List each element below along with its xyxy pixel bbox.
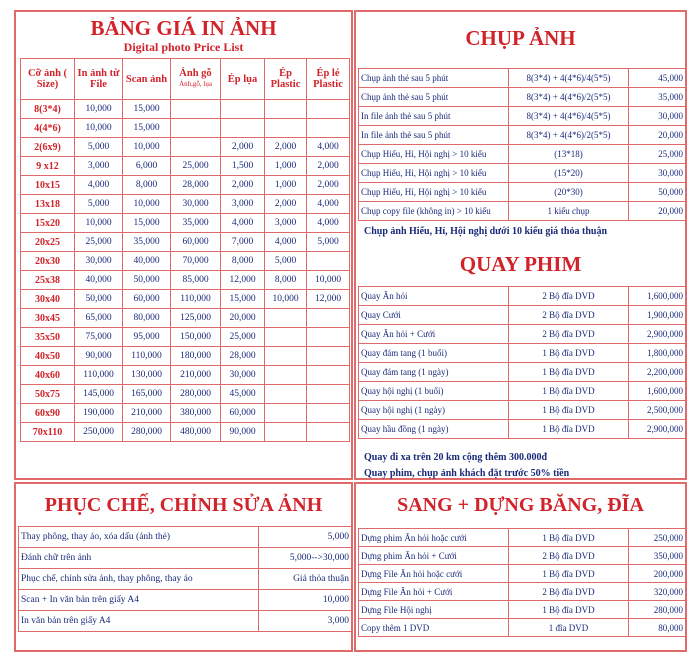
price-cell: 1,000 (265, 176, 307, 195)
dub-price: 320,000 (629, 583, 686, 601)
size-cell: 20x25 (21, 233, 75, 252)
price-cell: 480,000 (171, 423, 221, 442)
price-cell (265, 328, 307, 347)
price-cell (307, 347, 350, 366)
photo-service: Chụp ảnh thẻ sau 5 phút (359, 88, 509, 107)
dub-package: 1 Bộ đĩa DVD (509, 565, 629, 583)
photo-service: In file ảnh thẻ sau 5 phút (359, 126, 509, 145)
price-cell: 280,000 (123, 423, 171, 442)
price-cell: 90,000 (75, 347, 123, 366)
size-cell: 50x75 (21, 385, 75, 404)
dub-package: 1 Bộ đĩa DVD (509, 529, 629, 547)
photo-service: Chụp ảnh thẻ sau 5 phút (359, 69, 509, 88)
price-cell: 45,000 (221, 385, 265, 404)
price-cell: 5,000 (75, 138, 123, 157)
price-list-header-row (21, 59, 350, 100)
restore-price: 5,000-->30,000 (259, 548, 352, 569)
video-price: 2,900,000 (629, 325, 686, 344)
photo-package: (13*18) (509, 145, 629, 164)
price-cell: 20,000 (221, 309, 265, 328)
price-cell (307, 100, 350, 119)
price-cell: 5,000 (307, 233, 350, 252)
price-cell: 25,000 (171, 157, 221, 176)
price-cell: 6,000 (123, 157, 171, 176)
video-package: 1 Bộ đĩa DVD (509, 363, 629, 382)
price-cell (307, 366, 350, 385)
price-cell (265, 347, 307, 366)
video-row (359, 363, 686, 382)
price-cell (265, 366, 307, 385)
size-cell: 9 x12 (21, 157, 75, 176)
video-package: 1 Bộ đĩa DVD (509, 401, 629, 420)
video-title: QUAY PHIM (459, 252, 582, 276)
price-cell: 380,000 (171, 404, 221, 423)
price-list-row (21, 157, 350, 176)
video-service: Quay Ăn hỏi (359, 287, 509, 306)
price-cell (265, 100, 307, 119)
price-cell: 25,000 (221, 328, 265, 347)
price-cell (171, 100, 221, 119)
price-cell: 2,000 (221, 138, 265, 157)
price-cell: 30,000 (221, 366, 265, 385)
price-cell: 8,000 (123, 176, 171, 195)
header-label: Ép lụa (227, 73, 258, 85)
video-note-distance: Quay đi xa trên 20 km cộng thêm 300.000đ (364, 452, 548, 463)
price-cell (307, 423, 350, 442)
dub-row (359, 547, 686, 565)
price-cell: 2,000 (265, 138, 307, 157)
price-cell: 4,000 (307, 138, 350, 157)
price-cell: 15,000 (123, 214, 171, 233)
price-cell: 12,000 (307, 290, 350, 309)
price-cell: 110,000 (75, 366, 123, 385)
price-cell (171, 119, 221, 138)
price-cell: 10,000 (307, 271, 350, 290)
dub-row (359, 601, 686, 619)
photo-row (359, 88, 686, 107)
video-service: Quay hầu đồng (1 ngày) (359, 420, 509, 439)
dub-title: SANG + DỰNG BĂNG, ĐĨA (397, 494, 644, 516)
photo-price: 25,000 (629, 145, 686, 164)
header-label: Cỡ ảnh ( Size) (27, 68, 68, 90)
photo-service: Chụp Hiếu, Hỉ, Hội nghị > 10 kiểu (359, 145, 509, 164)
size-cell: 10x15 (21, 176, 75, 195)
restore-price: 10,000 (259, 590, 352, 611)
price-list-row (21, 309, 350, 328)
price-cell: 4,000 (75, 176, 123, 195)
price-cell (265, 404, 307, 423)
price-list-row (21, 385, 350, 404)
size-cell: 40x50 (21, 347, 75, 366)
price-cell: 25,000 (75, 233, 123, 252)
video-row (359, 306, 686, 325)
size-cell: 35x50 (21, 328, 75, 347)
price-cell: 10,000 (123, 195, 171, 214)
video-row (359, 325, 686, 344)
video-service: Quay hội nghị (1 ngày) (359, 401, 509, 420)
photo-price: 30,000 (629, 107, 686, 126)
header-label: In ảnh từ File (77, 68, 120, 90)
price-cell (265, 309, 307, 328)
price-list-header-cell (21, 59, 75, 100)
restore-row (19, 548, 352, 569)
restore-row (19, 611, 352, 632)
price-cell: 5,000 (75, 195, 123, 214)
photo-package: 8(3*4) + 4(4*6)/4(5*5) (509, 69, 629, 88)
price-cell (307, 119, 350, 138)
price-cell: 145,000 (75, 385, 123, 404)
dub-service: Dựng phim Ăn hỏi + Cưới (359, 547, 509, 565)
dub-panel (354, 482, 687, 652)
price-cell: 80,000 (123, 309, 171, 328)
price-cell: 1,000 (265, 157, 307, 176)
photo-row (359, 202, 686, 221)
price-cell: 5,000 (265, 252, 307, 271)
price-cell: 70,000 (171, 252, 221, 271)
price-cell: 50,000 (75, 290, 123, 309)
restore-row (19, 527, 352, 548)
photo-row (359, 107, 686, 126)
video-price: 1,600,000 (629, 287, 686, 306)
size-cell: 30x40 (21, 290, 75, 309)
price-cell: 190,000 (75, 404, 123, 423)
price-list-row (21, 252, 350, 271)
photo-note: Chụp ảnh Hiếu, Hỉ, Hội nghị dưới 10 kiểu giá thỏa thuận (364, 226, 608, 237)
price-cell: 4,000 (307, 214, 350, 233)
header-label: Scan ảnh (125, 73, 168, 85)
price-cell: 28,000 (171, 176, 221, 195)
price-cell: 15,000 (221, 290, 265, 309)
price-cell: 15,000 (123, 100, 171, 119)
price-cell (307, 328, 350, 347)
restore-panel (14, 482, 353, 652)
video-price: 2,200,000 (629, 363, 686, 382)
photo-package: 1 kiểu chụp (509, 202, 629, 221)
price-cell: 2,000 (265, 195, 307, 214)
restore-service: Phục chế, chỉnh sửa ảnh, thay phông, thay áo (19, 569, 259, 590)
price-list-header-cell (171, 59, 221, 100)
dub-package: 1 Bộ đĩa DVD (509, 601, 629, 619)
photo-video-panel (354, 10, 687, 480)
price-cell: 12,000 (221, 271, 265, 290)
price-cell: 1,500 (221, 157, 265, 176)
restore-row (19, 569, 352, 590)
price-list-row (21, 138, 350, 157)
price-cell (265, 385, 307, 404)
price-cell: 95,000 (123, 328, 171, 347)
video-package: 1 Bộ đĩa DVD (509, 420, 629, 439)
dub-table (358, 528, 686, 637)
price-cell: 60,000 (171, 233, 221, 252)
photo-price: 50,000 (629, 183, 686, 202)
size-cell: 15x20 (21, 214, 75, 233)
price-cell: 165,000 (123, 385, 171, 404)
photo-service: Chụp Hiếu, Hỉ, Hội nghị > 10 kiểu (359, 164, 509, 183)
dub-row (359, 583, 686, 601)
price-list-header-cell (221, 59, 265, 100)
video-service: Quay Ăn hỏi + Cưới (359, 325, 509, 344)
photo-row (359, 145, 686, 164)
price-cell: 150,000 (171, 328, 221, 347)
price-cell: 15,000 (123, 119, 171, 138)
size-cell: 4(4*6) (21, 119, 75, 138)
restore-service: Thay phông, thay áo, xóa dấu (ảnh thẻ) (19, 527, 259, 548)
photo-table (358, 68, 686, 221)
video-service: Quay Cưới (359, 306, 509, 325)
price-cell: 35,000 (171, 214, 221, 233)
restore-row (19, 590, 352, 611)
photo-service: Chụp Hiếu, Hỉ, Hội nghị > 10 kiểu (359, 183, 509, 202)
price-cell: 250,000 (75, 423, 123, 442)
size-cell: 8(3*4) (21, 100, 75, 119)
video-service: Quay hội nghị (1 buổi) (359, 382, 509, 401)
price-cell: 10,000 (75, 214, 123, 233)
photo-package: 8(3*4) + 4(4*6)/2(5*5) (509, 88, 629, 107)
video-package: 1 Bộ đĩa DVD (509, 382, 629, 401)
price-cell: 3,000 (265, 214, 307, 233)
price-cell: 2,000 (307, 176, 350, 195)
header-label: Ảnh gỗ (179, 68, 212, 79)
price-cell: 85,000 (171, 271, 221, 290)
dub-service: Dựng File Ăn hỏi + Cưới (359, 583, 509, 601)
photo-package: (15*20) (509, 164, 629, 183)
price-cell: 60,000 (221, 404, 265, 423)
price-cell: 8,000 (265, 271, 307, 290)
dub-service: Copy thêm 1 DVD (359, 619, 509, 637)
photo-price: 20,000 (629, 126, 686, 145)
price-cell: 10,000 (123, 138, 171, 157)
dub-price: 200,000 (629, 565, 686, 583)
restore-service: Scan + In văn bản trên giấy A4 (19, 590, 259, 611)
price-cell: 30,000 (171, 195, 221, 214)
price-cell: 2,000 (221, 176, 265, 195)
video-row (359, 287, 686, 306)
photo-price: 30,000 (629, 164, 686, 183)
price-cell: 2,000 (307, 157, 350, 176)
price-cell: 110,000 (123, 347, 171, 366)
dub-row (359, 529, 686, 547)
price-cell: 40,000 (123, 252, 171, 271)
price-list-header-cell (75, 59, 123, 100)
price-cell: 30,000 (75, 252, 123, 271)
video-price: 1,900,000 (629, 306, 686, 325)
price-cell: 130,000 (123, 366, 171, 385)
price-cell: 10,000 (75, 119, 123, 138)
price-cell (221, 119, 265, 138)
price-list-row (21, 347, 350, 366)
price-list-row (21, 290, 350, 309)
restore-price: 3,000 (259, 611, 352, 632)
price-cell: 50,000 (123, 271, 171, 290)
video-price: 2,500,000 (629, 401, 686, 420)
video-table (358, 286, 686, 439)
price-list-row (21, 271, 350, 290)
price-cell (265, 119, 307, 138)
photo-package: 8(3*4) + 4(4*6)/2(5*5) (509, 126, 629, 145)
dub-package: 1 đĩa DVD (509, 619, 629, 637)
price-cell: 90,000 (221, 423, 265, 442)
price-cell: 65,000 (75, 309, 123, 328)
video-row (359, 420, 686, 439)
restore-price: 5,000 (259, 527, 352, 548)
dub-price: 350,000 (629, 547, 686, 565)
video-package: 1 Bộ đĩa DVD (509, 344, 629, 363)
restore-table (18, 526, 352, 632)
photo-row (359, 69, 686, 88)
price-cell: 60,000 (123, 290, 171, 309)
price-cell (265, 423, 307, 442)
photo-service: In file ảnh thẻ sau 5 phút (359, 107, 509, 126)
price-cell: 3,000 (75, 157, 123, 176)
price-cell: 4,000 (307, 195, 350, 214)
price-cell: 40,000 (75, 271, 123, 290)
video-price: 1,600,000 (629, 382, 686, 401)
dub-package: 2 Bộ đĩa DVD (509, 547, 629, 565)
price-cell: 28,000 (221, 347, 265, 366)
price-list-row (21, 404, 350, 423)
photo-row (359, 126, 686, 145)
price-cell: 4,000 (265, 233, 307, 252)
price-cell: 10,000 (75, 100, 123, 119)
header-sublabel: Ảnh,gỗ, lụa (179, 80, 212, 88)
price-list-header-cell (265, 59, 307, 100)
price-list-row (21, 176, 350, 195)
price-cell: 7,000 (221, 233, 265, 252)
video-service: Quay đám tang (1 ngày) (359, 363, 509, 382)
price-cell (307, 252, 350, 271)
photo-package: 8(3*4) + 4(4*6)/4(5*5) (509, 107, 629, 126)
restore-service: In văn bản trên giấy A4 (19, 611, 259, 632)
dub-service: Dựng phim Ăn hỏi hoặc cưới (359, 529, 509, 547)
price-cell: 8,000 (221, 252, 265, 271)
video-price: 2,900,000 (629, 420, 686, 439)
price-cell (307, 404, 350, 423)
price-cell: 4,000 (221, 214, 265, 233)
price-list-header-cell (123, 59, 171, 100)
size-cell: 60x90 (21, 404, 75, 423)
price-cell: 280,000 (171, 385, 221, 404)
photo-package: (20*30) (509, 183, 629, 202)
price-cell (307, 385, 350, 404)
price-cell (221, 100, 265, 119)
price-cell: 180,000 (171, 347, 221, 366)
video-package: 2 Bộ đĩa DVD (509, 325, 629, 344)
restore-price: Giá thỏa thuận (259, 569, 352, 590)
size-cell: 25x38 (21, 271, 75, 290)
video-note-deposit: Quay phim, chụp ảnh khách đặt trước 50% tiền (364, 468, 570, 479)
price-list-subtitle: Digital photo Price List (123, 40, 244, 54)
size-cell: 2(6x9) (21, 138, 75, 157)
header-label: Ép lé Plastic (313, 68, 343, 90)
size-cell: 20x30 (21, 252, 75, 271)
video-package: 2 Bộ đĩa DVD (509, 306, 629, 325)
dub-price: 80,000 (629, 619, 686, 637)
price-list-row (21, 195, 350, 214)
price-cell (307, 309, 350, 328)
photo-price: 20,000 (629, 202, 686, 221)
dub-package: 2 Bộ đĩa DVD (509, 583, 629, 601)
price-cell: 35,000 (123, 233, 171, 252)
price-list-row (21, 119, 350, 138)
price-cell: 210,000 (123, 404, 171, 423)
size-cell: 40x60 (21, 366, 75, 385)
price-list-row (21, 100, 350, 119)
size-cell: 70x110 (21, 423, 75, 442)
price-list-panel (14, 10, 353, 480)
price-cell: 125,000 (171, 309, 221, 328)
price-list-header-cell (307, 59, 350, 100)
size-cell: 13x18 (21, 195, 75, 214)
price-list-row (21, 214, 350, 233)
dub-price: 280,000 (629, 601, 686, 619)
restore-title: PHỤC CHẾ, CHỈNH SỬA ẢNH (44, 494, 323, 516)
dub-row (359, 565, 686, 583)
price-list-row (21, 328, 350, 347)
photo-row (359, 183, 686, 202)
price-list-row (21, 233, 350, 252)
price-cell (171, 138, 221, 157)
photo-title: CHỤP ẢNH (465, 26, 576, 50)
video-row (359, 401, 686, 420)
photo-row (359, 164, 686, 183)
dub-service: Dựng File Ăn hỏi hoặc cưới (359, 565, 509, 583)
price-list-row (21, 423, 350, 442)
price-cell: 10,000 (265, 290, 307, 309)
dub-service: Dựng File Hội nghị (359, 601, 509, 619)
video-row (359, 382, 686, 401)
video-service: Quay đám tang (1 buổi) (359, 344, 509, 363)
price-list-row (21, 366, 350, 385)
size-cell: 30x45 (21, 309, 75, 328)
header-label: Ép Plastic (270, 68, 301, 90)
video-price: 1,800,000 (629, 344, 686, 363)
photo-price: 45,000 (629, 69, 686, 88)
price-cell: 3,000 (221, 195, 265, 214)
photo-price: 35,000 (629, 88, 686, 107)
price-cell: 75,000 (75, 328, 123, 347)
price-cell: 210,000 (171, 366, 221, 385)
video-row (359, 344, 686, 363)
video-package: 2 Bộ đĩa DVD (509, 287, 629, 306)
price-list-title: BẢNG GIÁ IN ẢNH (90, 16, 277, 40)
dub-price: 250,000 (629, 529, 686, 547)
photo-service: Chụp copy file (không in) > 10 kiểu (359, 202, 509, 221)
price-list-table (20, 58, 350, 442)
price-cell: 110,000 (171, 290, 221, 309)
restore-service: Đánh chữ trên ảnh (19, 548, 259, 569)
dub-row (359, 619, 686, 637)
